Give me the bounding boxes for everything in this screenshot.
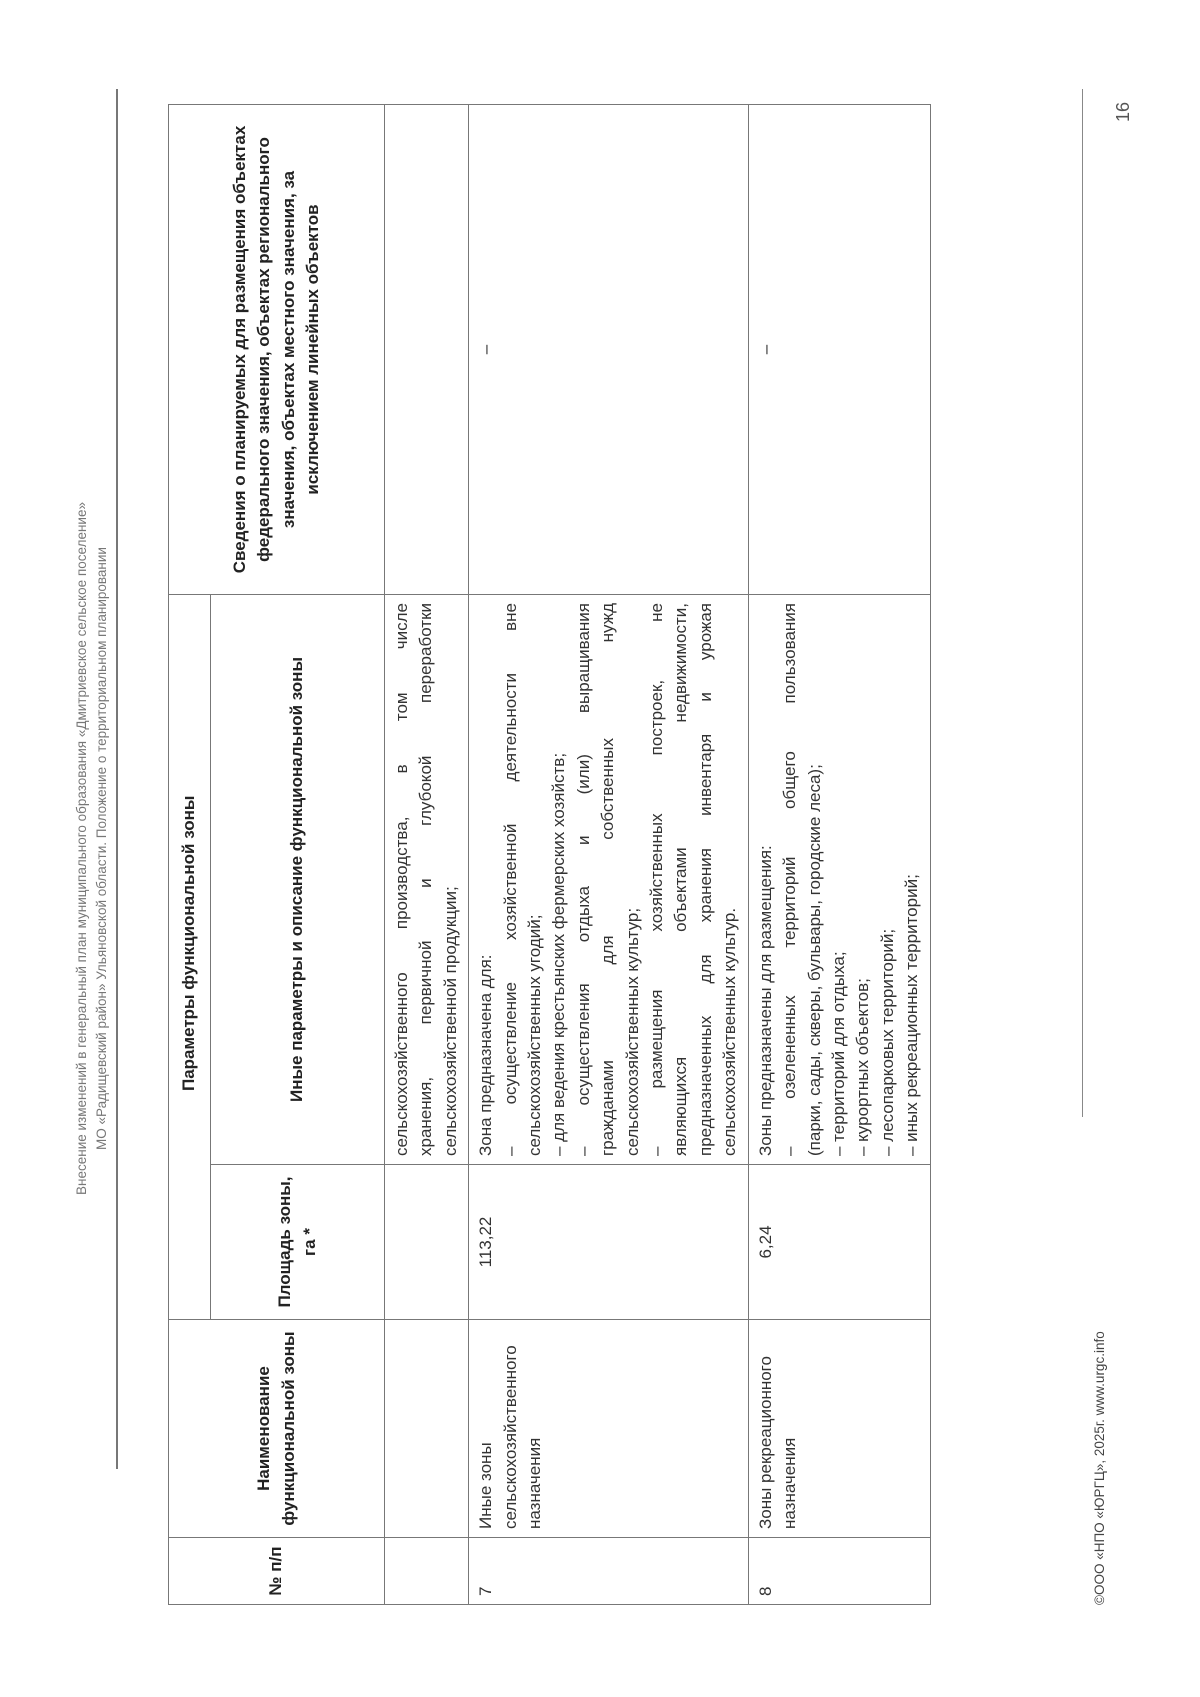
footer-copyright: ©ООО «НПО «ЮРГЦ», 2025г. www.urgc.info: [1092, 1331, 1107, 1605]
desc-line: гражданами для собственных нужд: [598, 603, 618, 1156]
desc-line: – иных рекреационных территорий;: [902, 874, 922, 1156]
desc-line: сельскохозяйственных культур.: [720, 907, 740, 1156]
desc-line: Зона предназначена для:: [476, 954, 496, 1156]
cell-num: 7: [469, 1538, 748, 1605]
table-row: [469, 105, 748, 1605]
cell-description: [385, 595, 469, 1165]
desc-line: – размещения хозяйственных построек, не: [647, 603, 667, 1156]
desc-line: – осуществление хозяйственной деятельности вне: [500, 603, 520, 1156]
cell-name-empty: [385, 1320, 469, 1538]
desc-line: – территорий для отдыха;: [828, 951, 848, 1156]
desc-line: являющихся объектами недвижимости,: [671, 603, 691, 1156]
cell-num-empty: [385, 1538, 469, 1605]
cell-description: [469, 595, 748, 1165]
desc-line: Зоны предназначены для размещения:: [755, 845, 775, 1156]
desc-line: – лесопарковых территорий;: [877, 928, 897, 1156]
cell-area: 6,24: [748, 1165, 930, 1320]
page-number: 16: [1113, 101, 1133, 122]
table-row-continued: [385, 105, 469, 1605]
cell-zone-name: Иные зоны сельскохозяйственного назначения: [469, 1320, 748, 1538]
desc-line: сельскохозяйственных культур;: [622, 907, 642, 1156]
header-line-1: Внесение изменений в генеральный план муниципального образования «Дмитриевское сельское поселение»: [74, 502, 89, 1195]
desc-line: (парки, сады, скверы, бульвары, городские леса);: [804, 764, 824, 1156]
desc-line: сельскохозяйственной продукции;: [440, 886, 460, 1156]
cell-planned-objects: –: [469, 105, 748, 595]
footer-divider: [1082, 89, 1083, 1117]
cell-num: 8: [748, 1538, 930, 1605]
header-other-params: Иные параметры и описание функциональной зоны: [211, 595, 385, 1165]
desc-line: сельскохозяйственных угодий;: [525, 914, 545, 1156]
cell-area-empty: [385, 1165, 469, 1320]
header-planned-objects: Сведения о планируемых для размещения объектах федерального значения, объектах регионального значения, объектах местного значения, за исключением линейных объектов: [169, 105, 385, 595]
header-zone-name: Наименование функциональной зоны: [169, 1320, 385, 1538]
header-divider: [116, 89, 118, 1469]
functional-zones-table: [168, 104, 931, 1605]
document-header: [72, 0, 112, 1697]
desc-line: хранения, первичной и глубокой переработки: [416, 603, 436, 1156]
desc-line: предназначенных для хранения инвентаря и урожая: [695, 603, 715, 1156]
table-row: [748, 105, 930, 1605]
header-area: Площадь зоны, га *: [211, 1165, 385, 1320]
desc-line: – осуществления отдыха и (или) выращивания: [573, 603, 593, 1156]
desc-line: – озелененных территорий общего пользования: [780, 603, 800, 1156]
header-params-group: Параметры функциональной зоны: [169, 595, 211, 1320]
cell-area: 113,22: [469, 1165, 748, 1320]
cell-info-empty: [385, 105, 469, 595]
cell-description: [748, 595, 930, 1165]
header-num: № п/п: [169, 1538, 385, 1605]
cell-zone-name: Зоны рекреационного назначения: [748, 1320, 930, 1538]
desc-line: – для ведения крестьянских фермерских хозяйств;: [549, 752, 569, 1156]
header-line-2: МО «Радищевский район» Ульяновской области. Положение о территориальном планировании: [94, 547, 109, 1150]
desc-line: сельскохозяйственного производства, в том числе: [392, 603, 411, 1156]
desc-line: – курортных объектов;: [853, 978, 873, 1156]
cell-planned-objects: –: [748, 105, 930, 595]
